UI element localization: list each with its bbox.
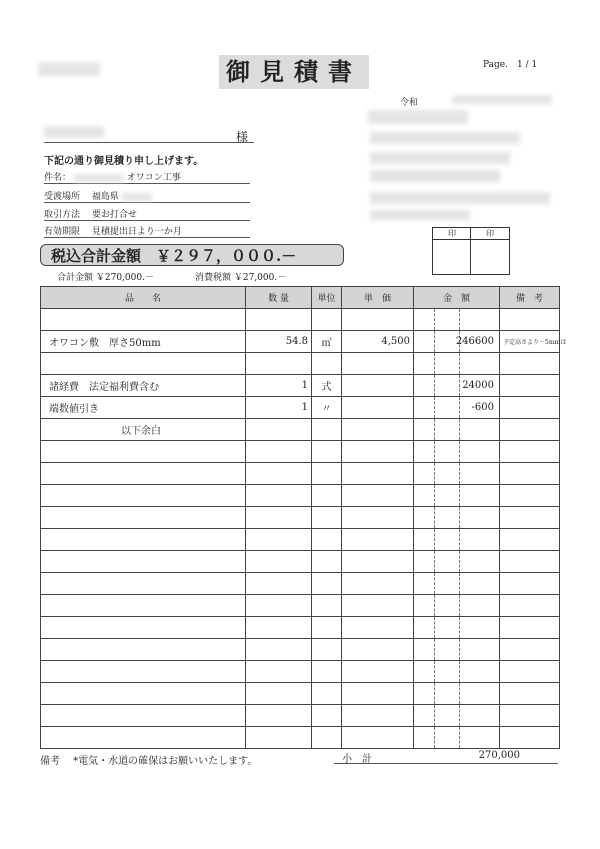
- item-amount-cell: [414, 595, 500, 617]
- footer-note-label: 備考: [40, 756, 60, 767]
- item-name: [41, 551, 246, 573]
- header-price: 単 価: [342, 287, 414, 309]
- item-unit: [312, 551, 342, 573]
- item-price: [342, 727, 414, 749]
- footer-subtotal: [334, 750, 558, 764]
- footer-note-text: *電気・水道の確保はお願いいたします。: [73, 756, 258, 767]
- table-row: [41, 529, 560, 551]
- item-amount-cell: [414, 551, 500, 573]
- item-price: [342, 617, 414, 639]
- item-amount-cell: [414, 639, 500, 661]
- item-name: [41, 727, 246, 749]
- table-row: [41, 727, 560, 749]
- item-unit: [312, 485, 342, 507]
- item-name: 以下余白: [41, 419, 246, 441]
- item-note: [500, 353, 560, 375]
- table-row: [41, 595, 560, 617]
- item-amount-cell: [414, 375, 500, 397]
- issuer-redacted-3: [370, 152, 510, 164]
- item-amount-cell: [414, 705, 500, 727]
- item-qty: [246, 485, 312, 507]
- item-qty: [246, 573, 312, 595]
- item-amount-cell: [414, 529, 500, 551]
- item-qty: [246, 551, 312, 573]
- item-price: [342, 683, 414, 705]
- item-unit: 式: [312, 375, 342, 397]
- item-qty: [246, 705, 312, 727]
- item-note: [500, 727, 560, 749]
- table-row: [41, 705, 560, 727]
- item-price: [342, 441, 414, 463]
- item-name: [41, 463, 246, 485]
- table-row: [41, 639, 560, 661]
- item-qty: [246, 353, 312, 375]
- table-header-row: [41, 287, 560, 309]
- item-name: [41, 661, 246, 683]
- item-note: [500, 529, 560, 551]
- item-price: [342, 639, 414, 661]
- item-price: [342, 551, 414, 573]
- line-items-table: [40, 286, 567, 749]
- table-row: [41, 397, 560, 419]
- item-qty: 54.8: [246, 331, 312, 353]
- item-name: [41, 441, 246, 463]
- item-note: [500, 441, 560, 463]
- table-row: [41, 353, 560, 375]
- header-note: 備 考: [500, 287, 560, 309]
- subtotal-amount: 合計金額 ￥270,000.－: [57, 273, 154, 283]
- table-row: [41, 331, 560, 353]
- header-unit: 単位: [312, 287, 342, 309]
- item-note: [500, 375, 560, 397]
- item-qty: [246, 309, 312, 331]
- table-row: [41, 683, 560, 705]
- item-qty: [246, 617, 312, 639]
- table-row: [41, 441, 560, 463]
- item-amount-cell: [414, 463, 500, 485]
- item-note: [500, 639, 560, 661]
- item-qty: 1: [246, 397, 312, 419]
- item-amount-cell: [414, 331, 500, 353]
- item-note: [500, 507, 560, 529]
- item-unit: [312, 529, 342, 551]
- item-note: [500, 551, 560, 573]
- item-name: [41, 573, 246, 595]
- item-unit: ㎡: [312, 331, 342, 353]
- item-amount-cell: [414, 309, 500, 331]
- table-row: [41, 309, 560, 331]
- logo-redacted: [38, 62, 100, 76]
- table-row: [41, 573, 560, 595]
- recipient-redacted: [44, 126, 104, 138]
- item-unit: [312, 353, 342, 375]
- table-row: [41, 661, 560, 683]
- item-unit: [312, 507, 342, 529]
- item-note: [500, 595, 560, 617]
- item-price: 4,500: [342, 331, 414, 353]
- item-name: [41, 683, 246, 705]
- item-unit: [312, 727, 342, 749]
- terms-value: 要お打合せ: [91, 210, 137, 220]
- table-row: [41, 507, 560, 529]
- item-qty: [246, 529, 312, 551]
- item-name: [41, 507, 246, 529]
- terms-label: 取引方法: [44, 210, 81, 220]
- footer-subtotal-label: 小 計: [342, 754, 372, 765]
- item-qty: [246, 595, 312, 617]
- footer-note: [40, 752, 257, 767]
- stamp-label-1: 印: [448, 229, 456, 238]
- item-unit: 〃: [312, 397, 342, 419]
- table-row: [41, 551, 560, 573]
- item-unit: [312, 705, 342, 727]
- item-unit: [312, 661, 342, 683]
- issuer-redacted-1: [368, 110, 468, 124]
- recipient-underline: [44, 142, 254, 143]
- item-amount-cell: [414, 617, 500, 639]
- era-label: 令和: [400, 98, 419, 108]
- subject-label: 件名：: [44, 173, 72, 183]
- item-price: [342, 463, 414, 485]
- item-note: [500, 705, 560, 727]
- item-price: [342, 705, 414, 727]
- table-row: [41, 617, 560, 639]
- intro-text: 下記の通り御見積り申し上げます。: [44, 156, 204, 167]
- subject-row: [44, 170, 250, 184]
- item-price: [342, 507, 414, 529]
- item-unit: [312, 309, 342, 331]
- item-amount-cell: [414, 727, 500, 749]
- item-name: 諸経費 法定福利費含む: [41, 375, 246, 397]
- item-name: [41, 529, 246, 551]
- item-note: [500, 309, 560, 331]
- item-amount-cell: [414, 573, 500, 595]
- item-amount-cell: [414, 419, 500, 441]
- subject-redacted: [74, 174, 124, 182]
- issuer-redacted-5: [370, 192, 550, 204]
- document-title: 御見積書: [219, 55, 369, 89]
- item-amount: -600: [471, 402, 494, 413]
- item-name: [41, 639, 246, 661]
- item-note: [500, 463, 560, 485]
- item-price: [342, 595, 414, 617]
- item-qty: 1: [246, 375, 312, 397]
- item-qty: [246, 661, 312, 683]
- item-amount-cell: [414, 353, 500, 375]
- item-name: [41, 353, 246, 375]
- item-unit: [312, 419, 342, 441]
- item-qty: [246, 683, 312, 705]
- delivery-value: 福島県: [91, 192, 119, 202]
- validity-row: [44, 224, 250, 238]
- tax-amount: 消費税額 ￥27,000.－: [195, 273, 287, 283]
- issuer-redacted-2: [370, 132, 520, 144]
- item-name: [41, 705, 246, 727]
- item-price: [342, 573, 414, 595]
- item-qty: [246, 507, 312, 529]
- item-unit: [312, 595, 342, 617]
- item-note: 予定高さより－5mmは: [500, 331, 560, 353]
- page-number: Page. 1 / 1: [483, 60, 538, 70]
- item-price: [342, 419, 414, 441]
- delivery-redacted: [122, 193, 152, 201]
- header-amount: 金 額: [414, 287, 500, 309]
- item-qty: [246, 639, 312, 661]
- item-qty: [246, 419, 312, 441]
- item-amount: 246600: [455, 336, 494, 347]
- validity-label: 有効期限: [44, 227, 81, 237]
- item-amount-cell: [414, 507, 500, 529]
- item-note: [500, 617, 560, 639]
- item-note: [500, 419, 560, 441]
- subject-value: オワコン工事: [126, 173, 181, 183]
- stamp-label-2: 印: [486, 229, 494, 238]
- item-name: [41, 309, 246, 331]
- honorific: 様: [236, 130, 249, 144]
- item-note: [500, 661, 560, 683]
- item-amount-cell: [414, 485, 500, 507]
- item-unit: [312, 639, 342, 661]
- header-qty: 数 量: [246, 287, 312, 309]
- item-price: [342, 309, 414, 331]
- delivery-label: 受渡場所: [44, 192, 81, 202]
- item-name: オワコン敷 厚さ50mm: [41, 331, 246, 353]
- item-name: [41, 617, 246, 639]
- footer-subtotal-value: 270,000: [478, 750, 520, 761]
- item-price: [342, 397, 414, 419]
- item-name: 端数値引き: [41, 397, 246, 419]
- item-price: [342, 375, 414, 397]
- date-redacted: [452, 95, 552, 104]
- item-price: [342, 485, 414, 507]
- item-note: [500, 397, 560, 419]
- delivery-row: [44, 189, 250, 203]
- item-amount-cell: [414, 661, 500, 683]
- table-row: [41, 419, 560, 441]
- item-amount-cell: [414, 441, 500, 463]
- item-qty: [246, 441, 312, 463]
- item-note: [500, 485, 560, 507]
- item-unit: [312, 617, 342, 639]
- validity-value: 見積提出日より一か月: [91, 227, 182, 237]
- item-qty: [246, 727, 312, 749]
- item-price: [342, 353, 414, 375]
- item-unit: [312, 463, 342, 485]
- table-row: [41, 375, 560, 397]
- item-unit: [312, 573, 342, 595]
- issuer-redacted-6: [370, 210, 470, 220]
- header-item: 品 名: [41, 287, 246, 309]
- item-unit: [312, 683, 342, 705]
- issuer-redacted-4: [370, 170, 500, 182]
- table-row: [41, 485, 560, 507]
- item-note: [500, 573, 560, 595]
- item-amount-cell: [414, 683, 500, 705]
- item-amount: 24000: [462, 380, 494, 391]
- item-price: [342, 529, 414, 551]
- stamp-box: [432, 227, 510, 275]
- table-row: [41, 463, 560, 485]
- item-amount-cell: [414, 397, 500, 419]
- item-name: [41, 595, 246, 617]
- item-qty: [246, 463, 312, 485]
- terms-row: [44, 207, 250, 221]
- item-name: [41, 485, 246, 507]
- tax-included-total: 税込合計金額 ￥２９７，０００.－: [40, 244, 344, 266]
- item-note: [500, 683, 560, 705]
- item-unit: [312, 441, 342, 463]
- item-price: [342, 661, 414, 683]
